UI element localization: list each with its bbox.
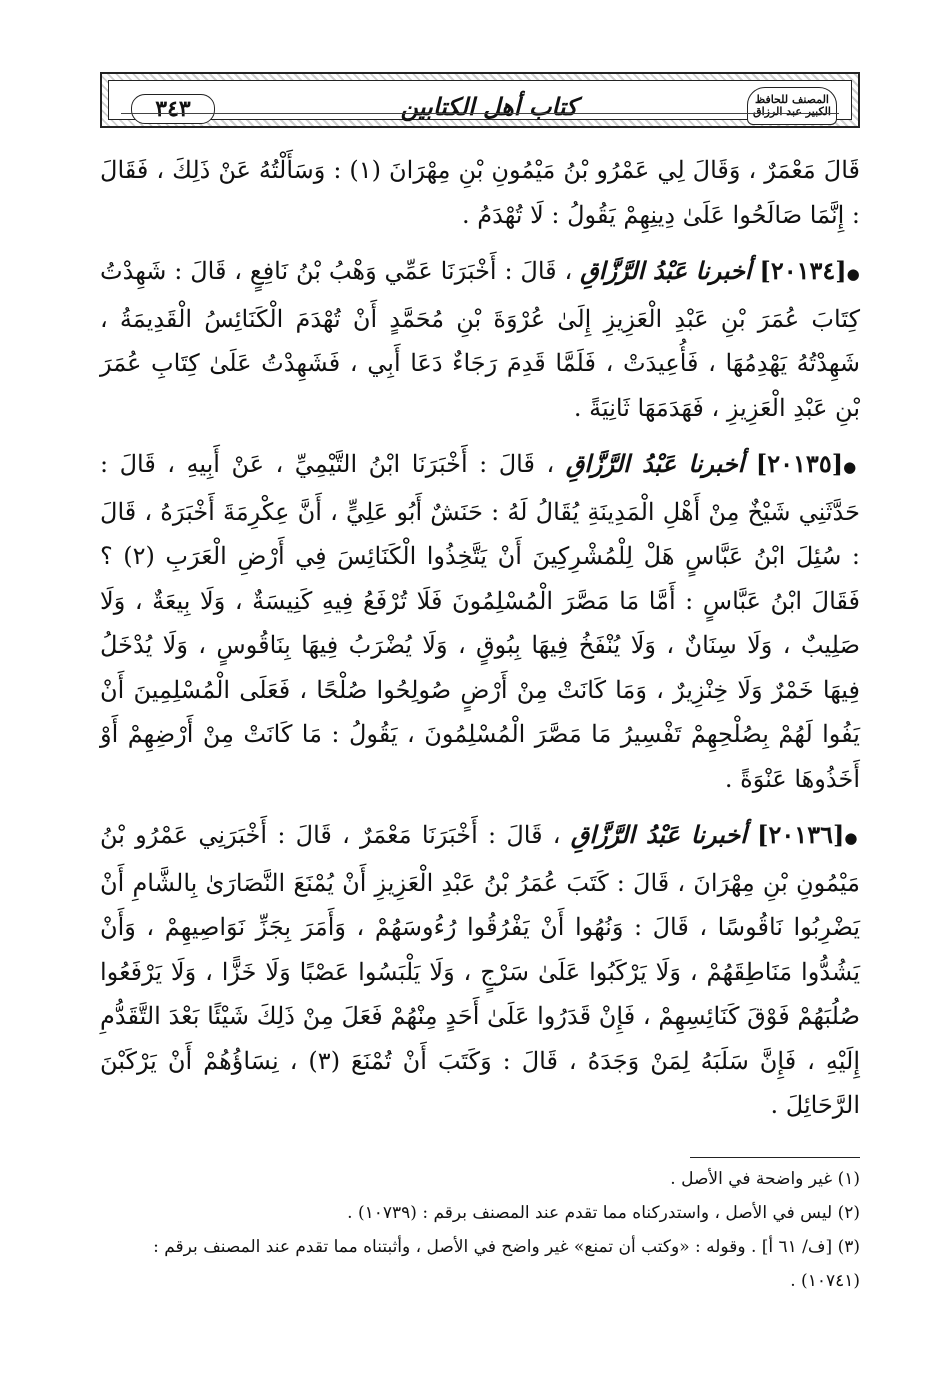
bullet-icon: ● [843, 458, 861, 476]
page-header [100, 72, 860, 128]
footnote-separator [690, 1157, 860, 1158]
paragraph-continuation [100, 148, 860, 237]
footnotes [100, 1162, 860, 1298]
bullet-icon: ● [844, 829, 861, 847]
hadith-paragraph [100, 813, 860, 1128]
book-title: كتاب أهل الكتابين [400, 91, 578, 121]
paragraph-text: ، قَالَ : أَخْبَرَنَا ابْنُ التَّيْمِيِّ ، عَنْ أَبِيهِ ، قَالَ : حَدَّثَنِي شَيْخٌ مِنْ أَهْلِ الْمَدِينَةِ يُقَالُ لَهُ : حَنَشٌ أَبُو عَلِيٍّ ، أَنَّ عِكْرِمَةَ أَخْبَرَهُ ، قَالَ : سُئِلَ ابْنُ عَبَّاسٍ هَلْ لِلْمُشْرِكِينَ أَنْ يَتَّخِذُوا الْكَنَائِسَ فِي أَرْضِ الْعَرَبِ (٢) ؟ فَقَالَ ابْنُ عَبَّاسٍ : أَمَّا مَا مَصَّرَ الْمُسْلِمُونَ فَلَا تُرْفَعُ فِيهِ كَنِيسَةٌ ، وَلَا بِيعَةٌ ، وَلَا صَلِيبٌ ، وَلَا سِنَانٌ ، وَلَا يُنْفَخُ فِيهَا بِبُوقٍ ، وَلَا يُضْرَبُ فِيهَا بِنَاقُوسٍ ، وَلَا يُدْخَلُ فِيهَا خَمْرٌ وَلَا خِنْزِيرٌ ، وَمَا كَانَتْ مِنْ أَرْضٍ صُولِحُوا صُلْحًا ، فَعَلَى الْمُسْلِمِينَ أَنْ يَفُوا لَهُمْ بِصُلْحِهِمْ تَفْسِيرُ مَا مَصَّرَ الْمُسْلِمُونَ ، يَقُولُ : مَا كَانَتْ مِنْ أَرْضِهِمْ أَوْ أَخَذُوهَا عَنْوَةً . [100, 450, 861, 793]
hadith-number: [٢٠١٣٦] [757, 820, 845, 849]
hadith-paragraph [100, 442, 860, 801]
page-number: ٣٤٣ [131, 94, 215, 124]
footnote-2: (٢) ليس في الأصل ، واستدركناه مما تقدم عند المصنف برقم : (١٠٧٣٩) . [347, 1203, 860, 1223]
paragraph-text: ، قَالَ : أَخْبَرَنَا مَعْمَرٌ ، قَالَ : أَخْبَرَنِي عَمْرُو بْنُ مَيْمُونِ بْنِ مِهْرَانَ ، قَالَ : كَتَبَ عُمَرُ بْنُ عَبْدِ الْعَزِيزِ أَنْ يُمْنَعَ النَّصَارَىٰ بِالشَّامِ أَنْ يَضْرِبُوا نَاقُوسًا ، قَالَ : وَنُهُوا أَنْ يَفْرُقُوا رُءُوسَهُمْ ، وَأَمَرَ بِجَزِّ نَوَاصِيهِمْ ، وَأَنْ يَشُدُّوا مَنَاطِقَهُمْ ، وَلَا يَرْكَبُوا عَلَىٰ سَرْجٍ ، وَلَا يَلْبَسُوا عَصْبًا وَلَا خَزًّا ، وَلَا يَرْفَعُوا صُلُبَهُمْ فَوْقَ كَنَائِسِهِمْ ، فَإِنْ قَدَرُوا عَلَىٰ أَحَدٍ مِنْهُمْ فَعَلَ مِنْ ذَلِكَ شَيْئًا بَعْدَ التَّقَدُّمِ إِلَيْهِ ، فَإِنَّ سَلَبَهُ لِمَنْ وَجَدَهُ ، قَالَ : وَكَتَبَ أَنْ تُمْنَعَ (٣) ، نِسَاؤُهُمْ أَنْ يَرْكَبْنَ الرَّحَائِلَ . [100, 821, 860, 1119]
book-emblem: المصنف للحافظ الكبير عبد الرزاق [747, 87, 837, 125]
isnad-lead: أخبرنا عَبْدُ الرَّزَّاقِ [580, 256, 752, 285]
bullet-icon: ● [846, 265, 860, 283]
main-text [100, 148, 860, 1140]
hadith-number: [٢٠١٣٥] [755, 449, 844, 478]
footnote-3: (٣) [ف/ ٦١ أ] . وقوله : «وكتب أن تمنع» غير واضح في الأصل ، وأثبتناه مما تقدم عند المصنف برقم : (١٠٧٤١) . [153, 1237, 860, 1291]
header-rule [121, 113, 839, 114]
paragraph-text: قَالَ مَعْمَرٌ ، وَقَالَ لِي عَمْرُو بْنُ مَيْمُونِ بْنِ مِهْرَانَ (١) : وَسَأَلْتُهُ عَنْ ذَلِكَ ، فَقَالَ : إِنَّمَا صَالَحُوا عَلَىٰ دِينِهِمْ يَقُولُ : لَا تُهْدَمُ . [100, 156, 860, 229]
paragraph-text: ، قَالَ : أَخْبَرَنَا عَمِّي وَهْبُ بْنُ نَافِعٍ ، قَالَ : شَهِدْتُ كِتَابَ عُمَرَ بْنِ عَبْدِ الْعَزِيزِ إِلَىٰ عُرْوَةَ بْنِ مُحَمَّدٍ أَنْ تُهْدَمَ الْكَنَائِسُ الْقَدِيمَةُ ، شَهِدْتُهُ يَهْدِمُهَا ، فَأُعِيدَتْ ، فَلَمَّا قَدِمَ رَجَاءٌ دَعَا أَبِي ، فَشَهِدْتُ عَلَىٰ كِتَابِ عُمَرَ بْنِ عَبْدِ الْعَزِيزِ ، فَهَدَمَهَا ثَانِيَةً . [100, 257, 860, 422]
isnad-lead: أخبرنا عَبْدُ الرَّزَّاقِ [565, 449, 745, 478]
header-frame [108, 80, 852, 120]
isnad-lead: أخبرنا عَبْدُ الرَّزَّاقِ [570, 820, 747, 849]
footnote-1: (١) غير واضحة في الأصل . [670, 1169, 860, 1189]
hadith-number: [٢٠١٣٤] [759, 256, 847, 285]
hadith-paragraph [100, 249, 860, 430]
